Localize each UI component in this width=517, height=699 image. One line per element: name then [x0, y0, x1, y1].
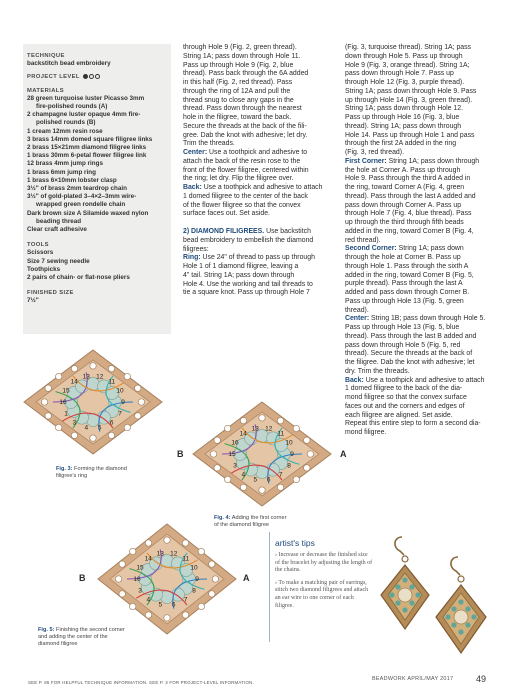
text-line: surface faces out. Set aside. — [183, 210, 270, 218]
material-text: Clear craft adhesive — [27, 226, 87, 234]
text-line: thread snug to close any gaps in the — [183, 96, 294, 104]
fig5-caption — [38, 627, 148, 648]
material-text: 2 brass 15×21mm diamond filigree links — [27, 144, 147, 152]
hole-number: 5 — [158, 601, 163, 609]
fig3-caption — [56, 466, 166, 480]
filigree-hole — [304, 465, 310, 471]
text-line: dry. Trim the threads. — [345, 367, 410, 375]
fig3-text: filigree's ring — [56, 473, 88, 479]
hole-number: 6 — [266, 476, 271, 484]
text-span: String 1A; pass down through — [388, 157, 480, 165]
filigree-hole — [108, 432, 114, 438]
material-item — [27, 136, 169, 144]
fig5-text: and adding the center of the — [38, 634, 108, 640]
filigree-hole — [130, 548, 136, 554]
text-line: through Hole 12 (Fig. 3, purple thread). — [345, 79, 465, 86]
fig5-diagram — [92, 520, 242, 638]
material-text: 1 brass 6mm jump ring — [27, 168, 96, 176]
subheading-center: Center: — [345, 315, 370, 323]
material-text: 1 cream 12mm resin rose — [27, 127, 103, 135]
filigree-hole — [293, 476, 299, 482]
material-text: wrapped green rondelle chain — [36, 201, 126, 209]
filigree-hole — [71, 365, 77, 371]
text-line: of the flower filigree so that the convex — [183, 201, 301, 209]
hole-number: 16 — [59, 399, 67, 406]
material-item — [27, 169, 169, 177]
filigree-hole — [210, 451, 216, 457]
earring-left — [381, 537, 429, 629]
material-item — [27, 128, 169, 136]
hole-number: 11 — [182, 555, 190, 563]
material-item — [27, 144, 169, 152]
hole-number: 13 — [156, 550, 164, 558]
text-line: thread). — [345, 306, 369, 314]
text-line: Hole 9. Pass through the third A added in — [345, 175, 471, 183]
material-item — [27, 111, 169, 127]
filigree-hole — [56, 424, 62, 430]
text-line: through the first 2A added in the ring — [345, 140, 457, 148]
tools-list — [27, 249, 169, 282]
filigree-hole — [225, 476, 231, 482]
text-line: Repeat this entire step to form a second dia- — [345, 420, 481, 428]
footer-note: SEE P. 85 FOR HELPFUL TECHNIQUE INFORMATION. SEE P. 3 FOR PROJECT-LEVEL INFORMATION. — [28, 680, 254, 685]
filigree-hole — [277, 417, 283, 423]
fig5-text: Finishing the second corner — [56, 627, 125, 633]
filigree-hole — [45, 385, 51, 391]
level-dot-empty — [95, 74, 100, 79]
hole-number: 10 — [190, 564, 198, 572]
subheading-second-corner: Second Corner: — [345, 245, 397, 253]
technique-value: backstitch bead embroidery — [27, 60, 111, 68]
filigree-hole — [119, 591, 125, 597]
hole-number: 7 — [118, 410, 122, 418]
hole-number: 9 — [195, 576, 199, 583]
hole-number: 3 — [138, 587, 142, 595]
material-text: Dark brown size A Silamide waxed nylon — [27, 209, 149, 217]
text-line — [183, 254, 343, 263]
corner-b-label: B — [177, 449, 184, 459]
text-line: tie a square knot. Pass up through Hole 7 — [183, 289, 310, 297]
filigree-hole — [71, 432, 77, 438]
material-item — [27, 193, 169, 209]
hole-number: 4 — [241, 471, 246, 479]
fig3-label: Fig. 3: — [56, 466, 73, 472]
fig3-text: Forming the diamond — [74, 466, 127, 472]
text-line: (Fig. 3, turquoise thread). String 1A; pass — [345, 44, 472, 51]
hole-number: 4 — [84, 424, 89, 432]
text-line — [183, 228, 343, 237]
material-text: fire-polished rounds (A) — [36, 103, 108, 111]
text-line: up through the third through fifth beads — [345, 219, 464, 226]
text-line: String 1A; pass down through Hole 9. Pass — [345, 87, 477, 95]
tips-heading: artist's tips — [275, 538, 315, 548]
text-line: Pass up through Hole 13 (Fig. 5, blue — [345, 324, 460, 331]
hole-number: 7 — [278, 471, 283, 479]
text-column-3 — [345, 44, 510, 438]
material-text: 3 brass 14mm domed square filigree links — [27, 135, 153, 143]
footer-magazine: BEADWORK APRIL/MAY 2017 — [372, 676, 454, 682]
hole-number: 5 — [253, 476, 258, 484]
hole-number: 5 — [97, 424, 102, 432]
text-line — [345, 158, 510, 167]
fig5-text: diamond filigree — [38, 641, 78, 647]
filigree-hole — [214, 465, 220, 471]
finished-size-heading: FINISHED SIZE — [27, 290, 74, 297]
text-line — [183, 184, 343, 193]
tip-arrow-icon: › — [275, 579, 277, 586]
filigree-hole — [138, 399, 144, 405]
filigree-hole — [164, 537, 170, 543]
filigree-hole — [293, 425, 299, 431]
filigree-hole — [259, 487, 265, 493]
text-line: the filigree. Dab the knot with adhesive; let — [345, 359, 475, 366]
hole-number: 3 — [72, 419, 77, 427]
filigree-hole — [182, 612, 188, 618]
corner-a-label: A — [340, 449, 347, 459]
subheading-back: Back: — [345, 376, 364, 384]
text-line: purple thread). Pass through the last A — [345, 280, 463, 288]
filigree-hole — [124, 424, 130, 430]
text-line — [345, 377, 510, 386]
hole-number: 12 — [170, 550, 178, 558]
level-dot-filled — [83, 74, 88, 79]
hole-number: 10 — [116, 387, 124, 395]
text-line: String 1A; pass down through Hole 12. — [345, 105, 463, 113]
hole-number: 9 — [290, 451, 294, 458]
text-line: through the ring of 12A and pull the — [183, 87, 291, 95]
tool-item: Size 7 sewing needle — [27, 257, 90, 265]
filigree-hole — [198, 548, 204, 554]
text-line: Trim the threads. — [183, 140, 235, 148]
filigree-hole — [240, 417, 246, 423]
hole-number: 8 — [287, 462, 291, 470]
corner-a-label: A — [243, 573, 250, 583]
text-line: Hole 14. Pass up through Hole 1 and pass — [345, 131, 475, 139]
filigree-hole — [225, 425, 231, 431]
filigree-hole — [145, 612, 151, 618]
text-line: Hole 1 of 1 diamond filigree, leaving a — [183, 263, 299, 270]
finished-size-value: 7½" — [27, 297, 39, 305]
text-line: pass down through Corner A. Pass up — [345, 201, 462, 209]
text-line: mond filigree so that the convex surface — [345, 394, 467, 401]
material-text: 3½" of brass 2mm teardrop chain — [27, 185, 127, 193]
material-item — [27, 95, 169, 111]
hole-number: 15 — [136, 564, 144, 572]
tip-text: To make a matching pair of earrings, stitch two diamond filigrees and attach an ear wire to one corner of each filigree. — [275, 579, 369, 609]
filigree-hole — [145, 540, 151, 546]
filigree-hole — [135, 385, 141, 391]
filigree-hole — [182, 540, 188, 546]
tool-item: Toothpicks — [27, 265, 61, 273]
project-level-label: PROJECT LEVEL — [27, 74, 80, 81]
hole-number: 16 — [231, 439, 239, 447]
filigree-hole — [240, 484, 246, 490]
text-line: Hole 9 (Fig. 3, orange thread). String 1A; — [345, 61, 470, 69]
material-item — [27, 210, 169, 226]
sidebar — [27, 52, 169, 306]
filigree-hole — [304, 437, 310, 443]
material-text: 1 brass 6×10mm lobster clasp — [27, 176, 117, 184]
hole-number: 8 — [192, 587, 196, 595]
filigree-hole — [212, 576, 218, 582]
hole-number: 3 — [233, 462, 237, 470]
text-line — [345, 315, 510, 324]
hole-number: 11 — [277, 430, 285, 438]
filigree-hole — [90, 435, 96, 441]
tips-rule — [269, 532, 270, 642]
text-line: Pass up through Hole 9 (Fig. 2, blue — [183, 61, 294, 69]
text-line: pass down through Hole 7. Pass up — [345, 70, 454, 78]
text-line: pass down through Hole 5 (Fig. 5, red — [345, 341, 461, 349]
material-item — [27, 177, 169, 185]
text-line — [345, 245, 510, 254]
hole-number: 12 — [265, 425, 273, 433]
corner-b-label: B — [79, 573, 86, 583]
fig4-diagram — [187, 398, 337, 510]
text-line: 1 domed filigree to the center of the back — [183, 192, 308, 200]
text-span: Use 24" of thread to pass up through — [202, 254, 315, 262]
text-line: Hole 4. Use the working and tail threads to — [183, 280, 313, 288]
filigree-hole — [307, 451, 313, 457]
subheading-ring: Ring: — [183, 254, 201, 262]
text-span: String 1A; pass down — [398, 245, 464, 253]
filigree-hole — [259, 415, 265, 421]
text-line: Secure the threads at the back of the fili- — [183, 122, 307, 130]
project-level-heading — [27, 73, 169, 81]
text-line: front of the flower filigree, centered within — [183, 166, 309, 174]
hole-number: 1 — [64, 410, 68, 418]
tip-item — [275, 552, 373, 575]
text-line: mond filigree. — [345, 429, 387, 436]
filigree-hole — [119, 561, 125, 567]
hole-number: 13 — [82, 373, 90, 381]
hole-number: 12 — [96, 373, 104, 381]
text-line: through Hole 7 (Fig. 4, blue thread). Pass — [345, 210, 472, 218]
text-line: up through Hole 14 (Fig. 3, green thread). — [345, 96, 473, 104]
hole-number: 14 — [144, 555, 152, 563]
filigree-hole — [198, 603, 204, 609]
material-text: 1 brass 30mm 6-petal flower filigree link — [27, 152, 147, 160]
filigree-hole — [56, 373, 62, 379]
text-span: Use a toothpick and adhesive to — [209, 149, 308, 156]
filigree-hole — [90, 363, 96, 369]
text-column-2 — [183, 44, 343, 298]
text-line: the ring, toward Corner A (Fig. 4, green — [345, 184, 465, 191]
filigree-hole — [130, 603, 136, 609]
text-line: thread. Pass down through the nearest — [183, 105, 302, 113]
text-line: down through Hole 5. Pass up through — [345, 52, 463, 60]
materials-list — [27, 95, 169, 234]
tools-heading: TOOLS — [27, 242, 49, 249]
fig4-text: of the diamond filigree — [214, 522, 270, 528]
text-line: added and pass down through Corner B. — [345, 289, 470, 296]
level-dots — [83, 73, 101, 81]
text-line: added in the ring, toward Corner B (Fig. 4, — [345, 227, 474, 235]
text-line: hole in the filigree, toward the back. — [183, 114, 292, 121]
fig4-text: Adding the first corner — [231, 515, 287, 521]
hole-number: 4 — [146, 596, 151, 604]
hole-number: 14 — [239, 430, 247, 438]
hole-number: 16 — [133, 576, 141, 583]
text-line: thread). Pass back through the 6A added — [183, 70, 309, 78]
filigree-hole — [277, 484, 283, 490]
fig5-label: Fig. 5: — [38, 627, 55, 633]
subheading-first-corner: First Corner: — [345, 157, 387, 165]
hole-number: 7 — [183, 596, 188, 604]
material-text: polished rounds (B) — [36, 119, 96, 127]
text-line: added in the ring, toward Corner B (Fig. 5, — [345, 271, 474, 279]
hole-number: 6 — [171, 601, 176, 609]
material-item — [27, 226, 169, 234]
text-line: thread). Pass through the last B added and — [345, 332, 477, 340]
fig3-diagram — [18, 346, 168, 458]
hole-number: 6 — [109, 419, 114, 427]
tip-arrow-icon: › — [275, 552, 277, 558]
text-line: faces out and the corners and edges of — [345, 402, 465, 410]
section-heading-diamond-filigrees: 2) DIAMOND FILIGREES. — [183, 228, 265, 235]
text-line: through Hole 1. Pass through the sixth A — [345, 262, 469, 270]
text-line — [183, 149, 343, 158]
text-line: (Fig. 3, red thread). — [345, 149, 404, 156]
hole-number: 10 — [285, 439, 293, 447]
text-line: attach the back of the resin rose to the — [183, 157, 301, 165]
hole-number: 15 — [62, 387, 70, 395]
text-line: gree. Dab the knot with adhesive; let dry. — [183, 131, 308, 139]
subheading-back: Back: — [183, 184, 202, 191]
text-line: through Hole 9 (Fig. 2, green thread). — [183, 44, 297, 51]
text-line: through the hole at Corner B. Pass up — [345, 254, 461, 261]
hole-number: 15 — [228, 451, 236, 458]
text-line: red thread). — [345, 236, 381, 244]
text-span: Use backstitch — [266, 228, 311, 235]
material-text: 28 green turquoise luster Picasso 3mm — [27, 94, 145, 102]
filigree-hole — [115, 576, 121, 582]
text-line: in this half (Fig. 2, red thread). Pass — [183, 79, 293, 86]
hole-number: 9 — [121, 399, 125, 406]
subheading-center: Center: — [183, 149, 208, 156]
hole-number: 11 — [108, 378, 116, 386]
filigree-hole — [209, 561, 215, 567]
text-line: bead embroidery to embellish the diamond — [183, 236, 314, 244]
material-text: beading thread — [36, 217, 82, 225]
earring-right — [436, 557, 486, 653]
tip-item — [275, 580, 373, 610]
page-number: 49 — [476, 674, 487, 684]
text-line: thread). String 1A; pass down through — [345, 122, 462, 130]
text-line: thread). Pass through the last A added and — [345, 192, 476, 200]
tip-text: Increase or decrease the finished size of the bracelet by adjusting the length of the chains. — [275, 552, 373, 574]
material-item — [27, 152, 169, 160]
material-text: 12 brass 4mm jump rings — [27, 160, 103, 168]
text-line: each filigree are aligned. Set aside. — [345, 411, 453, 419]
text-line: 1 domed filigree to the back of the dia- — [345, 385, 463, 393]
filigree-hole — [214, 437, 220, 443]
technique-heading: TECHNIQUE — [27, 53, 65, 59]
tool-item: 2 pairs of chain- or flat-nose pliers — [27, 274, 130, 282]
text-line: filigrees: — [183, 245, 209, 253]
filigree-hole — [41, 399, 47, 405]
text-line: String 1A; pass down through Hole 11. — [183, 52, 301, 60]
filigree-hole — [108, 365, 114, 371]
text-line: the ring; let dry. Flip the filigree over. — [183, 175, 294, 183]
material-item — [27, 160, 169, 168]
text-line: 4" tail. String 1A; pass down through — [183, 271, 295, 279]
text-line: Pass up through Hole 13 (Fig. 5, green — [345, 297, 464, 305]
material-text: 2 champagne luster opaque 4mm fire- — [27, 111, 141, 119]
material-text: 3½" of gold-plated 3–4×2–3mm wire- — [27, 193, 137, 201]
materials-heading: MATERIALS — [27, 87, 64, 94]
filigree-hole — [135, 413, 141, 419]
filigree-hole — [209, 591, 215, 597]
text-line: the hole at Corner A. Pass up through — [345, 166, 461, 174]
fig4-label: Fig. 4: — [214, 515, 231, 521]
text-line: Pass up through Hole 16 (Fig. 3, blue — [345, 114, 460, 121]
earrings-photo — [380, 533, 500, 663]
filigree-hole — [164, 615, 170, 621]
hole-number: 13 — [251, 425, 259, 433]
text-line: thread). Secure the threads at the back of — [345, 350, 473, 358]
filigree-hole — [45, 413, 51, 419]
text-span: Use a toothpick and adhesive to attach — [365, 376, 485, 384]
hole-number: 14 — [70, 378, 78, 386]
artists-tips — [275, 538, 373, 615]
text-span: Use a toothpick and adhesive to attach — [203, 184, 323, 191]
level-dot-empty — [89, 74, 94, 79]
text-span: String 1B; pass down through Hole 5. — [371, 315, 486, 323]
filigree-hole — [124, 373, 130, 379]
tool-item: Scissors — [27, 249, 54, 257]
